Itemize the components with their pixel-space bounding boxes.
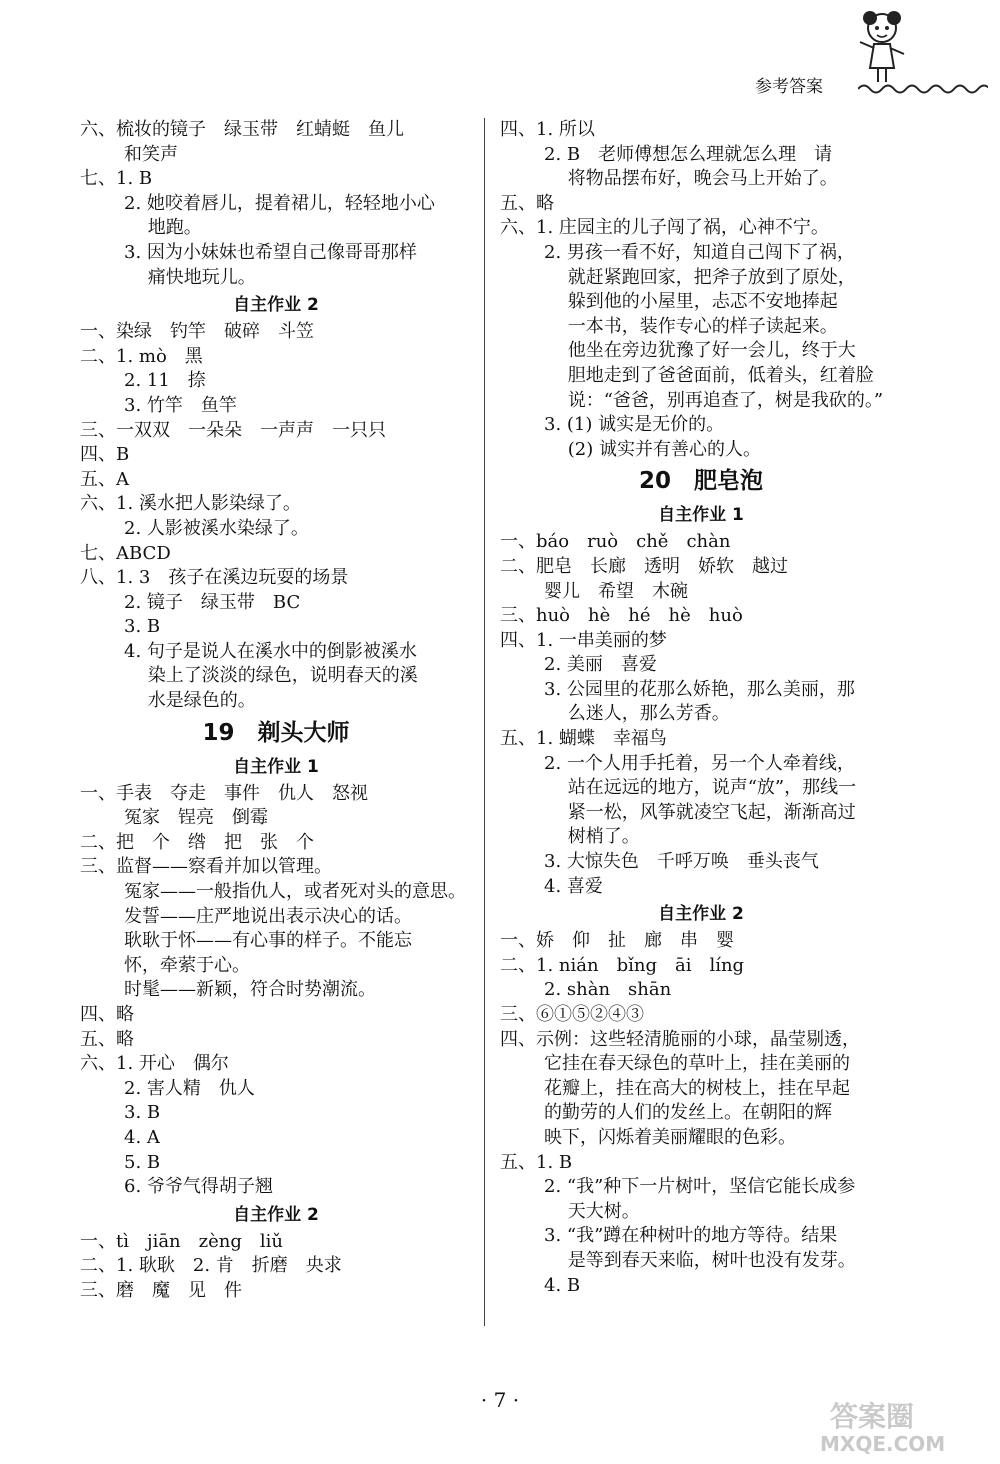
answer-line: 二、肥皂 长廊 透明 娇软 越过: [500, 555, 788, 577]
section-heading: 自主作业 2: [233, 1204, 319, 1225]
answer-line: 六、梳妆的镜子 绿玉带 红蜻蜓 鱼儿: [80, 119, 404, 140]
answer-line: 冤家 锃亮 倒霉: [124, 807, 268, 829]
answer-line: 2. 美丽 喜爱: [544, 654, 657, 676]
answer-line: 紧一松，风筝就凌空飞起，渐渐高过: [544, 801, 856, 823]
answer-line: 4. 喜爱: [544, 875, 603, 897]
answer-line: 树梢了。: [544, 826, 640, 848]
answer-line: 2. 男孩一看不好，知道自己闯下了祸，: [544, 241, 855, 263]
answer-line: 躲到他的小屋里，忐忑不安地捧起: [544, 291, 838, 313]
answer-line: 二、1. nián bǐng āi líng: [500, 954, 745, 976]
answer-line: 冤家——一般指仇人，或者死对头的意思。: [124, 881, 466, 903]
answer-line: 三、一双双 一朵朵 一声声 一只只: [80, 419, 386, 441]
section-heading: 自主作业 1: [658, 505, 744, 526]
answer-line: 六、1. 开心 偶尔: [80, 1053, 229, 1075]
header-title: 参考答案: [755, 77, 823, 97]
answer-line: 三、磨 魔 见 件: [80, 1279, 242, 1301]
answer-line: 一、娇 仰 扯 廊 串 婴: [500, 930, 734, 952]
chapter-title: 19 剃头大师: [202, 719, 350, 746]
answer-line: 的勤劳的人们的发丝上。在朝阳的辉: [544, 1102, 832, 1124]
answer-line: 发誓——庄严地说出表示决心的话。: [124, 905, 412, 927]
answer-line: 3. 竹竿 鱼竿: [124, 394, 237, 416]
answer-line: 站在远远的地方，说声“放”，那线一: [544, 777, 857, 799]
answer-line: 一、báo ruò chě chàn: [500, 531, 731, 553]
column-divider: [484, 118, 485, 1326]
section-heading: 自主作业 2: [658, 904, 744, 925]
answer-line: 3. 公园里的花那么娇艳，那么美丽，那: [544, 678, 855, 700]
answer-line: 2. 她咬着唇儿，提着裙儿，轻轻地小心: [124, 192, 435, 214]
answer-line: 2. 害人精 仇人: [124, 1077, 255, 1099]
answer-line: 5. B: [124, 1151, 161, 1173]
answer-line: 八、1. 3 孩子在溪边玩耍的场景: [80, 567, 349, 589]
cartoon-girl-icon: [852, 6, 912, 90]
section-heading: 自主作业 2: [233, 295, 319, 316]
page-number: · 7 ·: [480, 1388, 520, 1412]
answer-line: 天大树。: [544, 1200, 640, 1222]
answer-line: 一、手表 夺走 事件 仇人 怒视: [80, 782, 368, 804]
section-heading: 自主作业 1: [233, 756, 319, 777]
answer-line: 六、1. 溪水把人影染绿了。: [80, 493, 301, 515]
answer-line: 他坐在旁边犹豫了好一会儿，终于大: [544, 340, 856, 362]
answer-line: 4. 句子是说人在溪水中的倒影被溪水: [124, 640, 417, 662]
answer-line: 2. 11 捺: [124, 370, 206, 392]
answer-line: 和笑声: [124, 143, 178, 165]
answer-line: 三、⑥①⑤②④③: [500, 1004, 644, 1025]
answer-line: 一、tì jiān zèng liǔ: [80, 1230, 284, 1252]
answer-line: 3. B: [124, 1102, 161, 1124]
answer-line: 一本书，装作专心的样子读起来。: [544, 315, 838, 337]
answer-line: 七、1. B: [80, 168, 153, 190]
answer-line: 三、huò hè hé hè huò: [500, 605, 743, 627]
answer-line: 3. 大惊失色 千呼万唤 垂头丧气: [544, 851, 819, 873]
answer-line: 婴儿 希望 木碗: [544, 580, 688, 602]
answer-line: 将物品摆布好，晚会马上开始了。: [544, 168, 838, 190]
answer-line: 4. B: [544, 1274, 581, 1296]
answer-line: 么迷人，那么芳香。: [544, 703, 730, 725]
answer-line: 2. 一个人用手托着，另一个人牵着线，: [544, 752, 855, 774]
answer-line: 时髦——新颖，符合时势潮流。: [124, 979, 376, 1001]
answer-line: 就赶紧跑回家，把斧子放到了原处，: [544, 266, 856, 288]
answer-line: 七、ABCD: [80, 542, 171, 564]
answer-line: 六、1. 庄园主的儿子闯了祸，心神不宁。: [500, 217, 829, 239]
answer-line: 一、染绿 钓竿 破碎 斗笠: [80, 321, 314, 343]
answer-line: 四、示例：这些轻清脆丽的小球，晶莹剔透，: [500, 1028, 860, 1050]
answer-line: 三、监督——察看并加以管理。: [80, 856, 332, 878]
answer-line: 说：“爸爸，别再追查了，树是我砍的。”: [544, 389, 884, 411]
answer-line: 3. “我”蹲在种树叶的地方等待。结果: [544, 1225, 838, 1247]
answer-line: 映下，闪烁着美丽耀眼的色彩。: [544, 1126, 796, 1148]
answer-line: 3. B: [124, 616, 161, 638]
watermark-logo: 答案圈: [830, 1400, 915, 1433]
answer-line: 地跑。: [124, 217, 202, 239]
answer-line: 2. 镜子 绿玉带 BC: [124, 591, 301, 613]
answer-line: 二、1. 耿耿 2. 肯 折磨 央求: [80, 1255, 342, 1277]
answer-line: (2) 诚实并有善心的人。: [544, 438, 761, 460]
chapter-title: 20 肥皂泡: [638, 468, 763, 495]
answer-line: 二、把 个 绺 把 张 个: [80, 831, 314, 853]
answer-line: 五、1. 蝴蝶 幸福鸟: [500, 728, 667, 750]
answer-line: 是等到春天来临，树叶也没有发芽。: [544, 1249, 856, 1271]
answer-line: 2. “我”种下一片树叶，坚信它能长成参: [544, 1176, 856, 1198]
answer-line: 五、1. B: [500, 1151, 573, 1173]
answer-line: 四、B: [80, 444, 130, 466]
answer-line: 2. B 老师傅想怎么理就怎么理 请: [544, 143, 833, 165]
left-column: [80, 118, 472, 1304]
answer-line: 胆地走到了爸爸面前，低着头，红着脸: [544, 364, 874, 386]
decorative-wave: [858, 82, 988, 96]
answer-line: 2. 人影被溪水染绿了。: [124, 517, 309, 539]
answer-line: 四、1. 所以: [500, 119, 595, 140]
answer-line: 四、略: [80, 1004, 134, 1025]
answer-line: 3. 因为小妹妹也希望自己像哥哥那样: [124, 241, 417, 263]
answer-line: 五、略: [500, 192, 554, 214]
answer-line: 6. 爷爷气得胡子翘: [124, 1176, 273, 1198]
answer-line: 怀，牵萦于心。: [124, 954, 250, 976]
answer-line: 五、A: [80, 468, 129, 490]
answer-line: 花瓣上，挂在高大的树枝上，挂在早起: [544, 1077, 850, 1099]
answer-line: 耿耿于怀——有心事的样子。不能忘: [124, 930, 412, 952]
right-column: [500, 118, 902, 1298]
answer-line: 痛快地玩儿。: [124, 266, 256, 288]
answer-line: 2. shàn shān: [544, 979, 672, 1001]
answer-line: 4. A: [124, 1126, 160, 1148]
watermark-url: MXQE.COM: [820, 1432, 946, 1456]
answer-line: 它挂在春天绿色的草叶上，挂在美丽的: [544, 1053, 850, 1075]
answer-line: 二、1. mò 黑: [80, 345, 203, 367]
answer-line: 染上了淡淡的绿色，说明春天的溪: [124, 665, 418, 687]
answer-line: 水是绿色的。: [124, 690, 256, 712]
answer-line: 四、1. 一串美丽的梦: [500, 629, 667, 651]
answer-line: 五、略: [80, 1028, 134, 1050]
answer-line: 3. (1) 诚实是无价的。: [544, 414, 725, 436]
